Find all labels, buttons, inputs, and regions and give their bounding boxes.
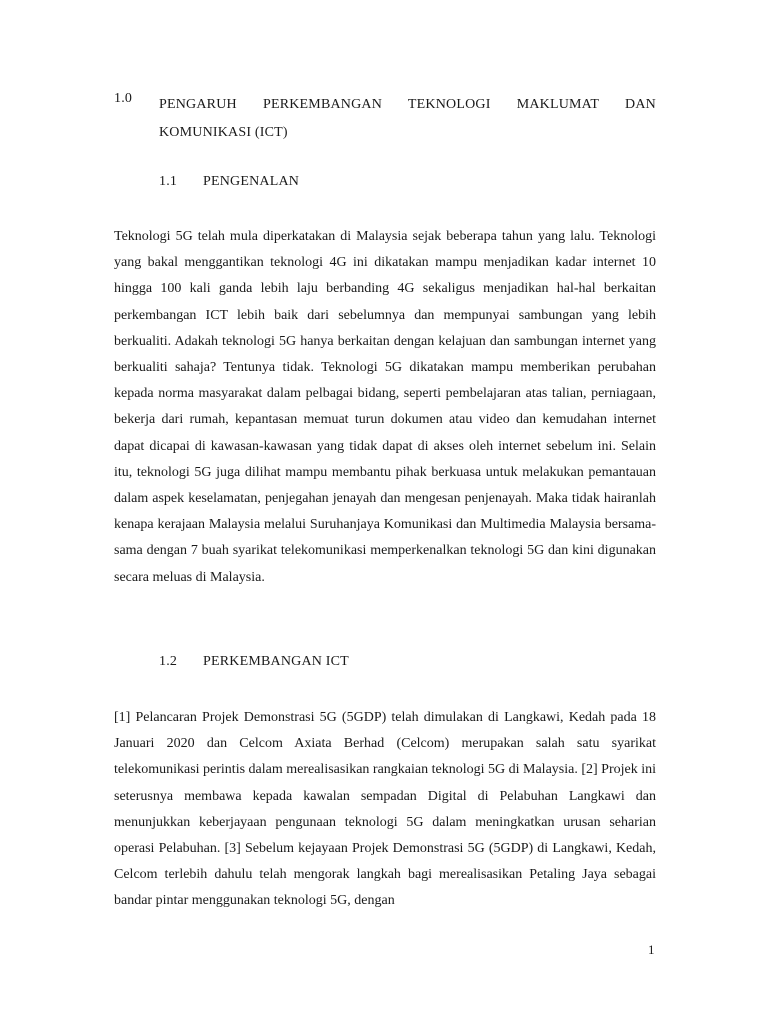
section-number: 1.1 — [159, 174, 178, 189]
page-number: 1 — [648, 942, 655, 957]
paragraph-pengenalan: Teknologi 5G telah mula diperkatakan di Malaysia sejak beberapa tahun yang lalu. Teknologi yang bakal menggantikan teknologi 4G ini dikatakan mampu menjadikan kadar internet 10 hingga 100 kali ganda lebih laju berbanding 4G sekaligus menjadikan hal-hal berkaitan perkembangan ICT lebih baik dari sebelumnya dan mempunyai sambungan yang lebih berkualiti. Adakah teknologi 5G hanya berkaitan dengan kelajuan dan sambungan internet yang berkualiti sahaja? Tentunya tidak. Teknologi 5G dikatakan mampu memberikan perubahan kepada norma masyarakat dalam pelbagai bidang, seperti pembelajaran atas talian, perniagaan, bekerja dari rumah, kepantasan memuat turun dokumen atau video dan kemudahan internet dapat dicapai di kawasan-kawasan yang tidak dapat di akses oleh internet sebelum ini. Selain itu, teknologi 5G juga dilihat mampu membantu pihak berkuasa untuk melakukan pemantauan dalam aspek keselamatan, penjegahan jenayah dan mengesan penjenayah. Maka tidak hairanlah kenapa kerajaan Malaysia melalui Suruhanjaya Komunikasi dan Multimedia Malaysia bersama-sama dengan 7 buah syarikat telekomunikasi memperkenalkan teknologi 5G dan kini digunakan secara meluas di Malaysia. — [114, 229, 656, 585]
paragraph-perkembangan-ict: [1] Pelancaran Projek Demonstrasi 5G (5GDP) telah dimulakan di Langkawi, Kedah pada 18 Januari 2020 dan Celcom Axiata Berhad (Celcom) merupakan salah satu syarikat telekomunikasi perintis dalam merealisasikan rangkaian teknologi 5G di Malaysia. [2] Projek ini seterusnya membawa kepada kawalan sempadan Digital di Pelabuhan Langkawi dan menunjukkan keberjayaan pengunaan teknologi 5G dalam meningkatkan urusan seharian operasi Pelabuhan. [3] Sebelum kejayaan Projek Demonstrasi 5G (5GDP) di Langkawi, Kedah, Celcom terlebih dahulu telah mengorak langkah bagi merealisasikan Petaling Jaya sebagai bandar pintar menggunakan teknologi 5G, dengan — [114, 710, 656, 909]
section-number: 1.2 — [159, 654, 178, 669]
main-heading-number: 1.0 — [114, 91, 133, 106]
section-title: PERKEMBANGAN ICT — [203, 654, 349, 669]
main-heading-title: PENGARUH PERKEMBANGAN TEKNOLOGI MAKLUMAT DAN KOMUNIKASI (ICT) — [159, 97, 656, 140]
section-title: PENGENALAN — [203, 174, 300, 189]
